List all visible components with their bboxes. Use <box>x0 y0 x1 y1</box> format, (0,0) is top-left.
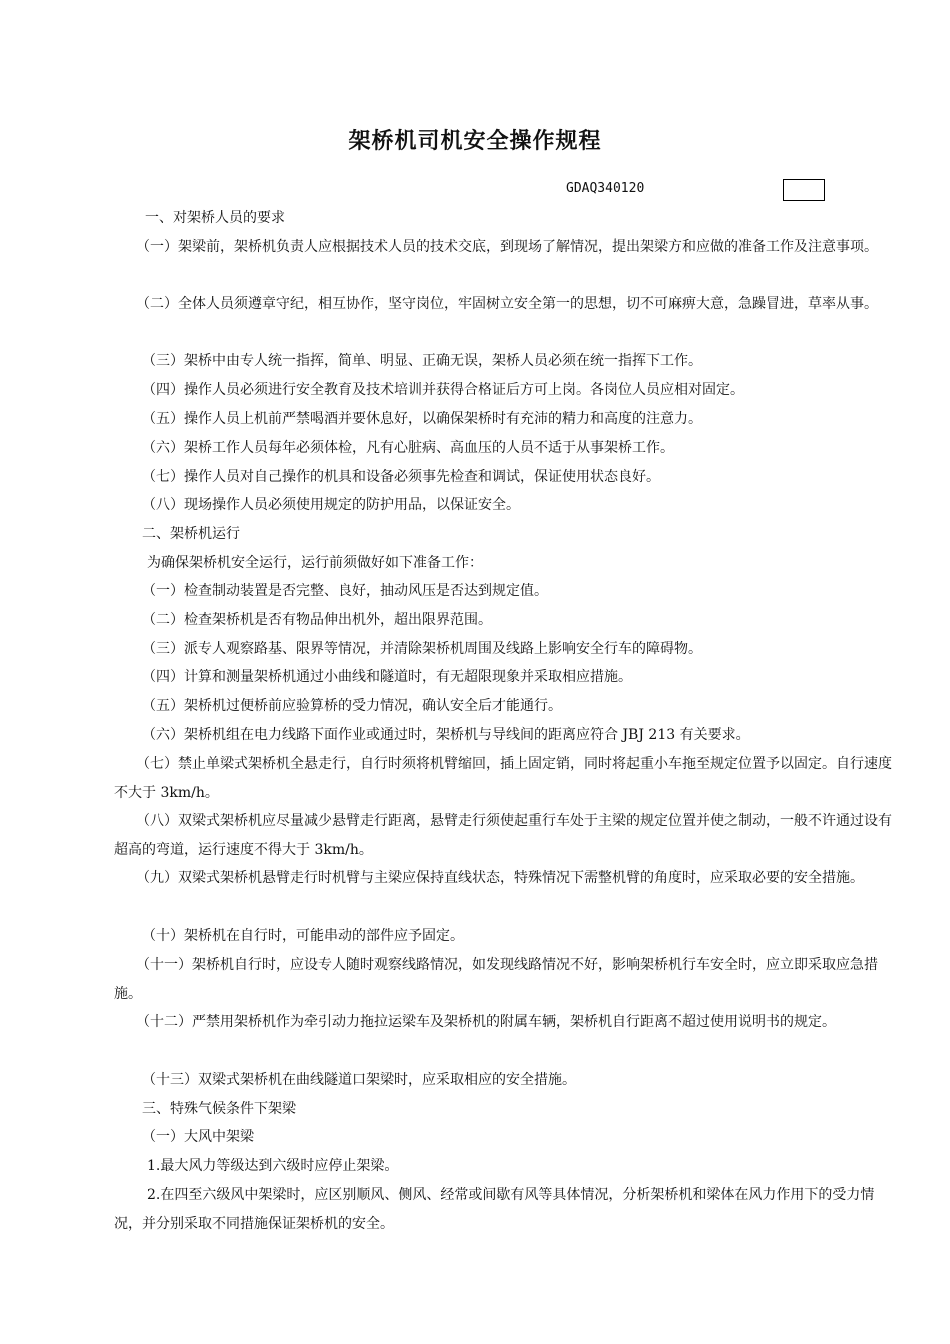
paragraph: （三）派专人观察路基、限界等情况，并清除架桥机周围及线路上影响安全行车的障碍物。 <box>142 641 702 657</box>
paragraph: （五）操作人员上机前严禁喝酒并要休息好，以确保架桥时有充沛的精力和高度的注意力。 <box>142 411 702 427</box>
paragraph: （二）检查架桥机是否有物品伸出机外，超出限界范围。 <box>142 612 492 628</box>
paragraph: （十二）严禁用架桥机作为牵引动力拖拉运梁车及架桥机的附属车辆，架桥机自行距离不超过使用说明书的规定。 <box>136 1014 836 1030</box>
paragraph: （一）检查制动装置是否完整、良好，抽动风压是否达到规定值。 <box>142 583 548 599</box>
section-heading-3: 三、特殊气候条件下架梁 <box>142 1101 296 1117</box>
paragraph: （四）计算和测量架桥机通过小曲线和隧道时，有无超限现象并采取相应措施。 <box>142 669 632 685</box>
paragraph: 为确保架桥机安全运行，运行前须做好如下准备工作： <box>147 555 483 571</box>
paragraph: （一）大风中架梁 <box>142 1129 254 1145</box>
paragraph: （五）架桥机过便桥前应验算桥的受力情况，确认安全后才能通行。 <box>142 698 562 714</box>
paragraph: （七）禁止单梁式架桥机全悬走行，自行时须将机臂缩回，插上固定销，同时将起重小车拖至规定位置予以固定。自行速度不大于 3km/h。 <box>114 756 892 801</box>
paragraph: （一）架梁前，架桥机负责人应根据技术人员的技术交底，到现场了解情况，提出架梁方和应做的准备工作及注意事项。 <box>136 239 878 255</box>
paragraph: （六）架桥工作人员每年必须体检，凡有心脏病、高血压的人员不适于从事架桥工作。 <box>142 440 674 456</box>
paragraph: （八）现场操作人员必须使用规定的防护用品，以保证安全。 <box>142 497 520 513</box>
paragraph: （三）架桥中由专人统一指挥，简单、明显、正确无误，架桥人员必须在统一指挥下工作。 <box>142 353 702 369</box>
paragraph: （十三）双梁式架桥机在曲线隧道口架梁时，应采取相应的安全措施。 <box>142 1072 576 1088</box>
document-code: GDAQ340120 <box>566 181 645 196</box>
section-heading-2: 二、架桥机运行 <box>142 526 240 542</box>
code-box <box>783 179 825 201</box>
paragraph: （六）架桥机组在电力线路下面作业或通过时，架桥机与导线间的距离应符合 JBJ 213 有关要求。 <box>142 727 750 743</box>
section-heading-1: 一、对架桥人员的要求 <box>145 210 285 226</box>
paragraph: （七）操作人员对自己操作的机具和设备必须事先检查和调试，保证使用状态良好。 <box>142 469 660 485</box>
paragraph: 1.最大风力等级达到六级时应停止架梁。 <box>147 1158 399 1174</box>
paragraph: （十一）架桥机自行时，应设专人随时观察线路情况，如发现线路情况不好，影响架桥机行车安全时，应立即采取应急措施。 <box>114 957 878 1002</box>
paragraph: （九）双梁式架桥机悬臂走行时机臂与主梁应保持直线状态，特殊情况下需整机臂的角度时，应采取必要的安全措施。 <box>136 870 864 886</box>
paragraph: 2.在四至六级风中架梁时，应区别顺风、侧风、经常或间歇有风等具体情况，分析架桥机和梁体在风力作用下的受力情况，并分别采取不同措施保证架桥机的安全。 <box>114 1187 875 1232</box>
document-title: 架桥机司机安全操作规程 <box>348 129 602 154</box>
paragraph: （十）架桥机在自行时，可能串动的部件应予固定。 <box>142 928 464 944</box>
paragraph: （八）双梁式架桥机应尽量减少悬臂走行距离，悬臂走行须使起重行车处于主梁的规定位置并使之制动，一般不许通过设有超高的弯道，运行速度不得大于 3km/h。 <box>114 813 892 858</box>
paragraph: （二）全体人员须遵章守纪，相互协作，坚守岗位，牢固树立安全第一的思想，切不可麻痹大意，急躁冒进，草率从事。 <box>136 296 878 312</box>
paragraph: （四）操作人员必须进行安全教育及技术培训并获得合格证后方可上岗。各岗位人员应相对固定。 <box>142 382 744 398</box>
